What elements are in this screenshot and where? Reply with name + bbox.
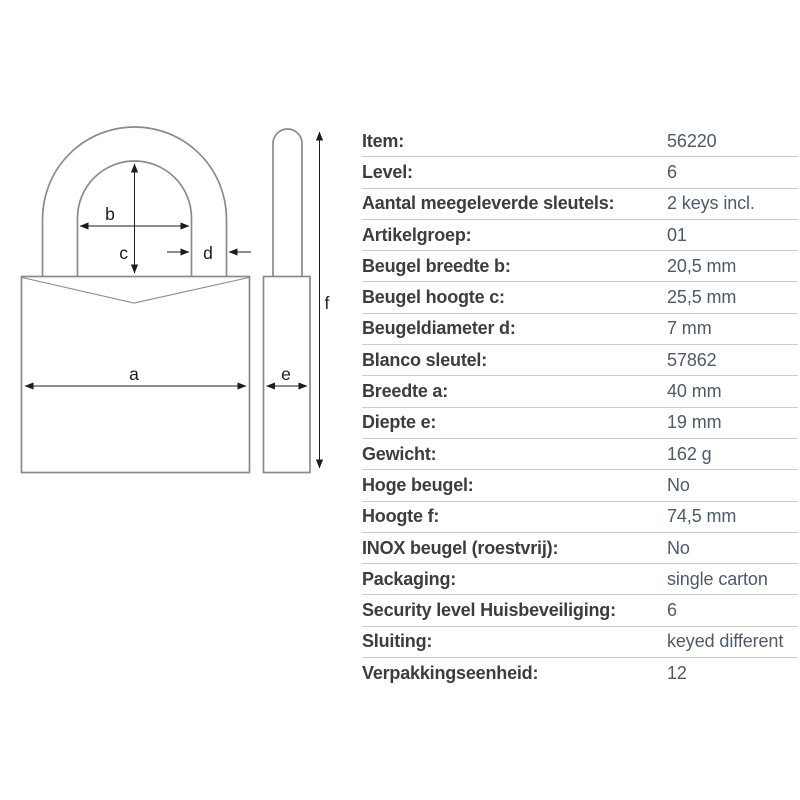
spec-row-value: keyed different <box>667 631 784 652</box>
spec-row-label: Hoogte f: <box>362 506 440 527</box>
spec-row-label: Verpakkingseenheid: <box>362 663 539 684</box>
padlock-dimension-diagram <box>0 110 350 505</box>
spec-row-label: Diepte e: <box>362 412 437 433</box>
dimension-label-e: e <box>281 364 291 384</box>
dimension-label-d: d <box>203 243 213 263</box>
table-row <box>362 376 798 407</box>
dimension-label-f: f <box>324 293 330 313</box>
spec-row-value: 2 keys incl. <box>667 193 755 214</box>
spec-row-label: Beugel breedte b: <box>362 255 511 276</box>
spec-row-value: 7 mm <box>667 318 712 339</box>
spec-row-value: single carton <box>667 568 768 589</box>
spec-row-label: INOX beugel (roestvrij): <box>362 537 559 558</box>
spec-row-label: Hoge beugel: <box>362 474 474 495</box>
spec-row-value: 25,5 mm <box>667 287 737 308</box>
spec-row-label: Gewicht: <box>362 443 437 464</box>
table-row <box>362 595 798 626</box>
spec-row-value: 56220 <box>667 130 717 151</box>
spec-row-label: Level: <box>362 161 413 182</box>
spec-row-label: Sluiting: <box>362 631 433 652</box>
table-row <box>362 220 798 251</box>
spec-row-label: Security level Huisbeveiliging: <box>362 600 616 621</box>
spec-row-value: 19 mm <box>667 412 722 433</box>
table-row <box>362 282 798 313</box>
dimension-label-b: b <box>105 204 115 224</box>
table-row <box>362 533 798 564</box>
spec-row-value: No <box>667 537 690 558</box>
dimension-label-a: a <box>129 364 139 384</box>
table-row <box>362 564 798 595</box>
table-row <box>362 470 798 501</box>
spec-row-label: Artikelgroep: <box>362 224 472 245</box>
table-row <box>362 314 798 345</box>
spec-row-label: Beugel hoogte c: <box>362 287 505 308</box>
table-row <box>362 502 798 533</box>
spec-row-value: No <box>667 474 690 495</box>
table-row <box>362 658 798 689</box>
spec-row-value: 162 g <box>667 443 712 464</box>
spec-row-value: 40 mm <box>667 381 722 402</box>
spec-row-label: Beugeldiameter d: <box>362 318 516 339</box>
table-row <box>362 126 798 157</box>
padlock-side-shackle <box>273 129 302 276</box>
table-row <box>362 157 798 188</box>
padlock-diagram-svg <box>0 110 350 505</box>
table-row <box>362 408 798 439</box>
spec-row-label: Breedte a: <box>362 381 449 402</box>
spec-row-value: 01 <box>667 224 687 245</box>
spec-row-label: Blanco sleutel: <box>362 349 488 370</box>
dimension-label-c: c <box>119 243 128 263</box>
spec-table <box>362 126 798 689</box>
spec-row-value: 20,5 mm <box>667 255 737 276</box>
spec-row-value: 57862 <box>667 349 717 370</box>
table-row <box>362 251 798 282</box>
spec-row-label: Item: <box>362 130 405 151</box>
table-row <box>362 345 798 376</box>
spec-row-label: Aantal meegeleverde sleutels: <box>362 193 615 214</box>
spec-row-value: 6 <box>667 600 677 621</box>
spec-row-value: 12 <box>667 663 687 684</box>
spec-row-label: Packaging: <box>362 568 457 589</box>
spec-row-value: 74,5 mm <box>667 506 737 527</box>
table-row <box>362 439 798 470</box>
table-row <box>362 189 798 220</box>
spec-row-value: 6 <box>667 161 677 182</box>
table-row <box>362 627 798 658</box>
